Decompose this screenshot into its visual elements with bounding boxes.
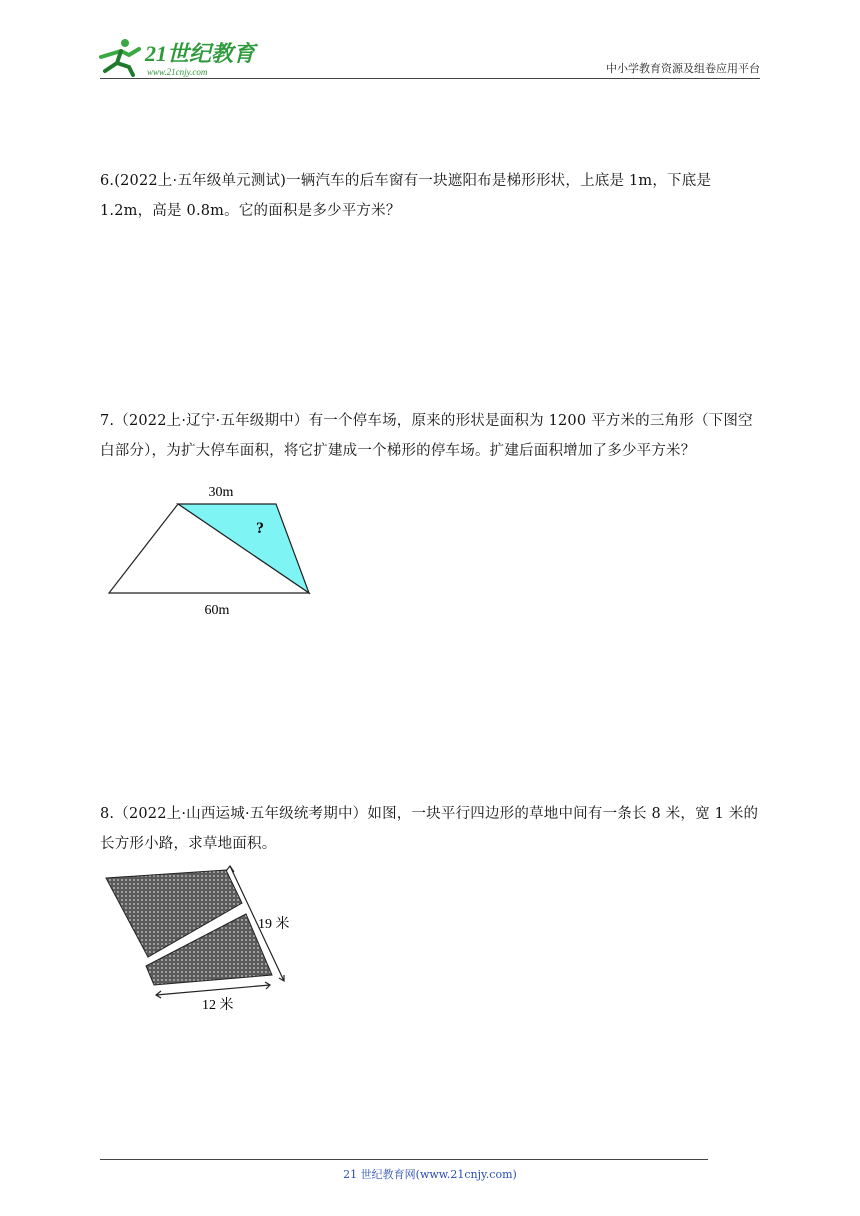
top-base-label: 30m: [208, 485, 234, 500]
question-7-number: 7.: [100, 413, 115, 429]
platform-name: 中小学教育资源及组卷应用平台: [606, 62, 760, 75]
question-8: [100, 799, 760, 859]
side-length-label: 19 米: [258, 917, 290, 932]
base-length-label: 12 米: [202, 998, 234, 1013]
parallelogram-figure: [100, 862, 310, 1021]
trapezoid-figure: [100, 478, 330, 632]
question-mark: ?: [256, 520, 264, 537]
footer-link[interactable]: 21 世纪教育网(www.21cnjy.com): [343, 1168, 517, 1181]
question-6: [100, 166, 760, 226]
logo-url: www.21cnjy.com: [147, 67, 208, 77]
question-8-text: （2022上·山西运城·五年级统考期中）如图，一块平行四边形的草地中间有一条长 8 米，宽 1 米的长方形小路，求草地面积。: [100, 806, 759, 852]
base-dimension-line: [156, 985, 270, 995]
question-8-number: 8.: [100, 806, 115, 822]
question-7-text: （2022上·辽宁·五年级期中）有一个停车场，原来的形状是面积为 1200 平方米的三角形（下图空白部分），为扩大停车面积，将它扩建成一个梯形的停车场。扩建后面积增加了多少平方米？: [100, 413, 753, 459]
question-6-text: (2022上·五年级单元测试)一辆汽车的后车窗有一块遮阳布是梯形形状，上底是 1m，下底是 1.2m，高是 0.8m。它的面积是多少平方米？: [100, 173, 712, 219]
question-6-number: 6.: [100, 173, 115, 189]
logo-title: 21世纪教育: [145, 41, 256, 66]
side-arrow-top: [226, 866, 234, 872]
runner-icon: [101, 39, 139, 75]
footer-divider: [100, 1159, 708, 1160]
site-logo: [95, 35, 260, 79]
bottom-base-label: 60m: [204, 603, 230, 618]
question-7: [100, 406, 760, 466]
header-divider: [100, 78, 760, 79]
